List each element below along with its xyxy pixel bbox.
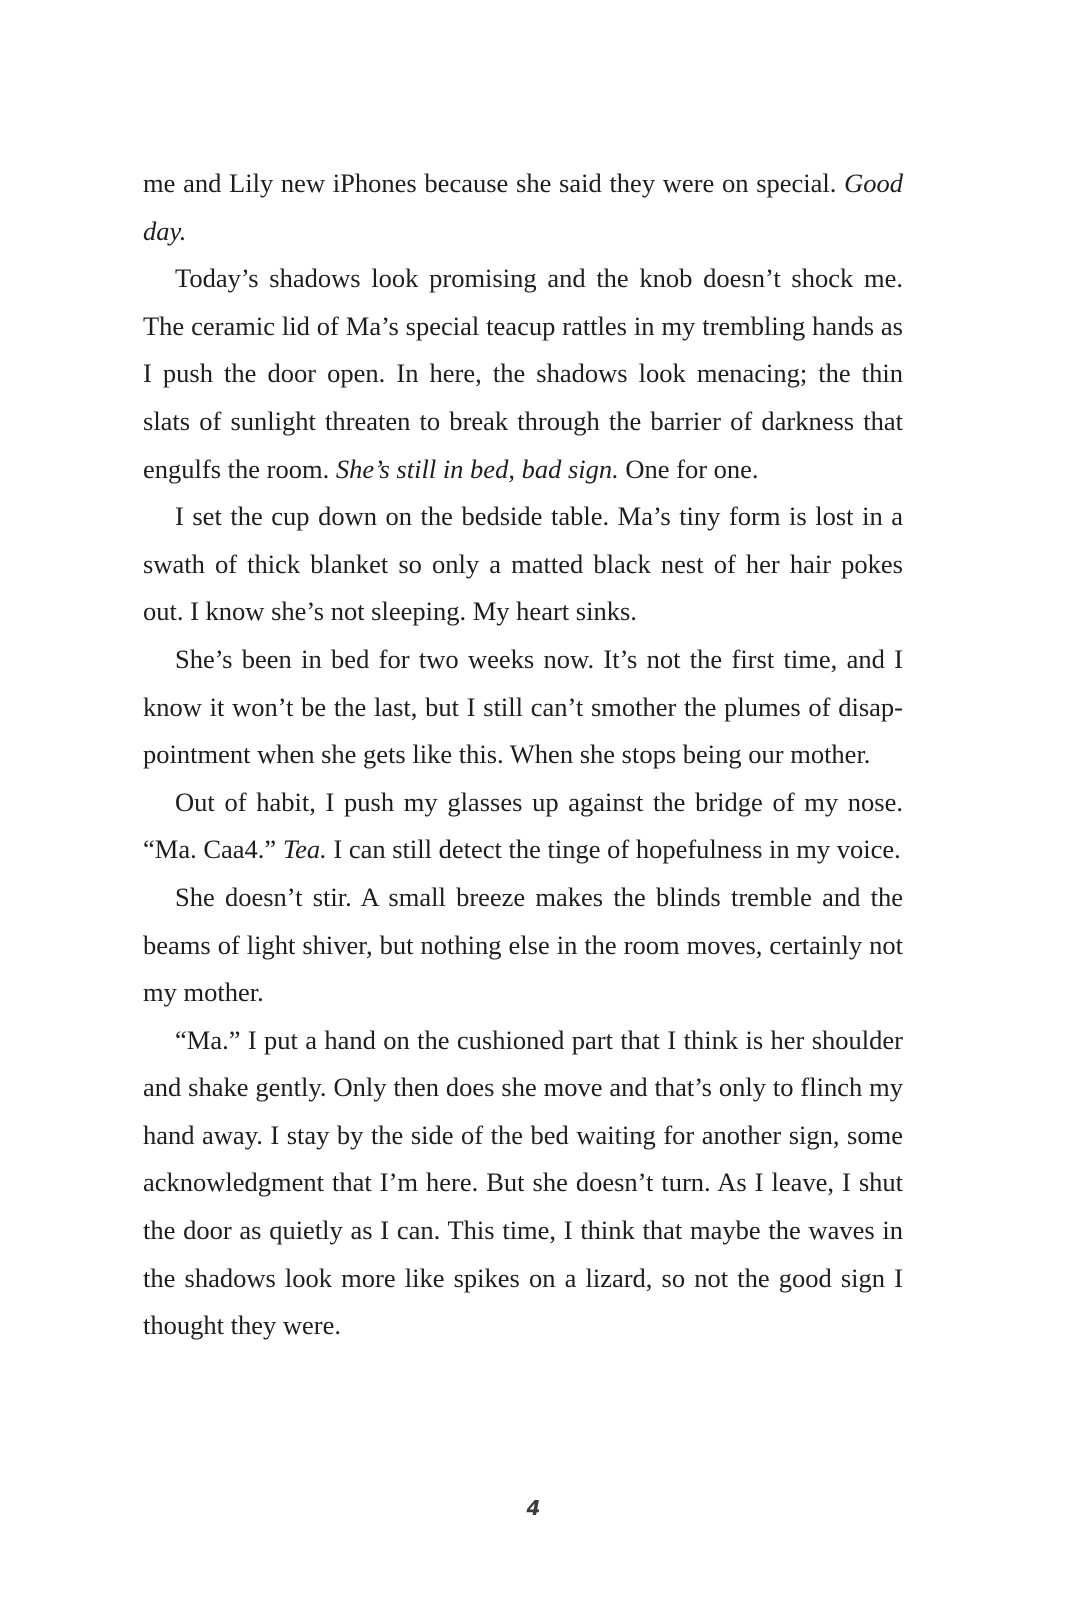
paragraph-7: “Ma.” I put a hand on the cushioned part that I think is her shoulder and shake gently. Only then does she move and that’s only to flinch my hand away. I stay by the side of the bed waiting for another sign, some acknowledgment that I’m here. But she doesn’t turn. As I leave, I shut the door as quietly as I can. This time, I think that maybe the waves in the shadows look more like spikes on a lizard, so not the good sign I thought they were. xyxy=(143,1024,903,1341)
paragraph-1 xyxy=(143,160,903,255)
paragraph-5-text-a: Out of habit, I push my glasses up against the bridge of my nose. “Ma. Caa4.” xyxy=(143,786,903,865)
paragraph-5-italic: Tea. xyxy=(282,834,327,865)
page-number: 4 xyxy=(526,1496,541,1520)
paragraph-1-text: me and Lily new iPhones because she said they were on special. xyxy=(143,168,845,198)
paragraph-6: She doesn’t stir. A small breeze makes the blinds tremble and the beams of light shiver, but nothing else in the room moves, certainly not my mother. xyxy=(143,881,903,1008)
paragraph-2-text-a: Today’s shadows look promising and the knob doesn’t shock me. The ceramic lid of Ma’s special teacup rattles in my trembling hands as I push the door open. In here, the shadows look menacing; the thin slats of sunlight threaten to break through the barrier of darkness that engulfs the room. xyxy=(143,263,903,484)
paragraph-2-italic: She’s still in bed, bad sign. xyxy=(335,453,619,484)
paragraph-2-text-b: One for one. xyxy=(618,453,759,484)
paragraph-2 xyxy=(143,255,903,493)
paragraph-1-italic: Good day. xyxy=(143,168,903,246)
paragraph-5 xyxy=(143,779,903,874)
body-text xyxy=(143,160,903,1350)
paragraph-3: I set the cup down on the bedside table. Ma’s tiny form is lost in a swath of thick blanket so only a matted black nest of her hair pokes out. I know she’s not sleeping. My heart sinks. xyxy=(143,501,903,627)
paragraph-4: She’s been in bed for two weeks now. It’s not the first time, and I know it won’t be the last, but I still can’t smother the plumes of disappointment when she gets like this. When she stops being our mother. xyxy=(143,643,903,770)
paragraph-5-text-b: I can still detect the tinge of hopefulness in my voice. xyxy=(326,834,901,865)
